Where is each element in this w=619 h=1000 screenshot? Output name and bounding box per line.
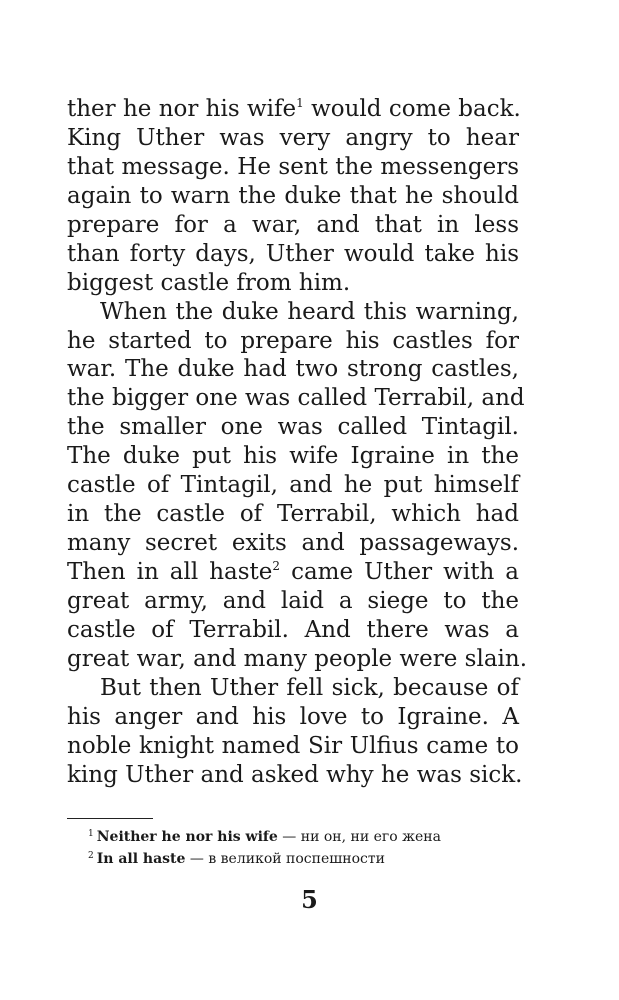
- footnotes: [88, 826, 528, 870]
- text-line: than forty days, Uther would take his: [67, 240, 519, 267]
- page-number: 5: [301, 885, 318, 914]
- text-line: biggest castle from him.: [67, 269, 351, 296]
- text-line: King Uther was very angry to hear: [67, 124, 519, 151]
- text-line: noble knight named Sir Ulfius came to: [67, 732, 519, 759]
- footnote-number: 1: [88, 829, 94, 839]
- footnote-2: $^2$ In all haste — в великой поспешности: [88, 851, 385, 867]
- text-line: great war, and many people were slain.: [67, 645, 528, 672]
- text-line: But then Uther fell sick, because of: [100, 674, 519, 701]
- footnote-ref-1: 1: [296, 96, 304, 110]
- footnote-ref-2: 2: [272, 559, 281, 573]
- text-line: many secret exits and passageways.: [67, 530, 519, 557]
- text-line: he started to prepare his castles for: [67, 327, 519, 354]
- footnote-gloss: в великой поспешности: [208, 851, 385, 867]
- footnote-term: In all haste: [96, 851, 186, 867]
- footnote-number: 2: [88, 851, 94, 861]
- text-line: again to warn the duke that he should: [67, 182, 519, 209]
- text-line: that message. He sent the messengers: [67, 153, 519, 180]
- text-line: prepare for a war, and that in less: [67, 211, 519, 238]
- text-line: castle of Terrabil. And there was a: [67, 616, 519, 643]
- text-line: the bigger one was called Terrabil, and: [67, 385, 525, 412]
- text-line: great army, and laid a siege to the: [67, 587, 519, 614]
- text-line: The duke put his wife Igraine in the: [67, 443, 519, 470]
- footnote-term: Neither he nor his wife: [96, 829, 278, 845]
- footnote-1: $^1$ Neither he nor his wife — ни он, ни его жена: [88, 829, 441, 845]
- text-line: When the duke heard this warning,: [100, 298, 519, 325]
- text-line: ther he nor his wife$^1$ would come back.: [67, 96, 521, 122]
- body-text: [67, 95, 528, 790]
- footnote-gloss: ни он, ни его жена: [300, 829, 441, 845]
- text-line: Then in all haste$^2$ came Uther with a: [67, 559, 519, 585]
- text-line: in the castle of Terrabil, which had: [67, 501, 519, 528]
- text-line: castle of Tintagil, and he put himself: [67, 472, 519, 499]
- text-line: war. The duke had two strong castles,: [67, 356, 519, 383]
- text-line: his anger and his love to Igraine. A: [67, 703, 519, 730]
- text-line: the smaller one was called Tintagil.: [67, 414, 519, 441]
- text-line: king Uther and asked why he was sick.: [67, 761, 523, 788]
- footnote-divider: [67, 818, 153, 819]
